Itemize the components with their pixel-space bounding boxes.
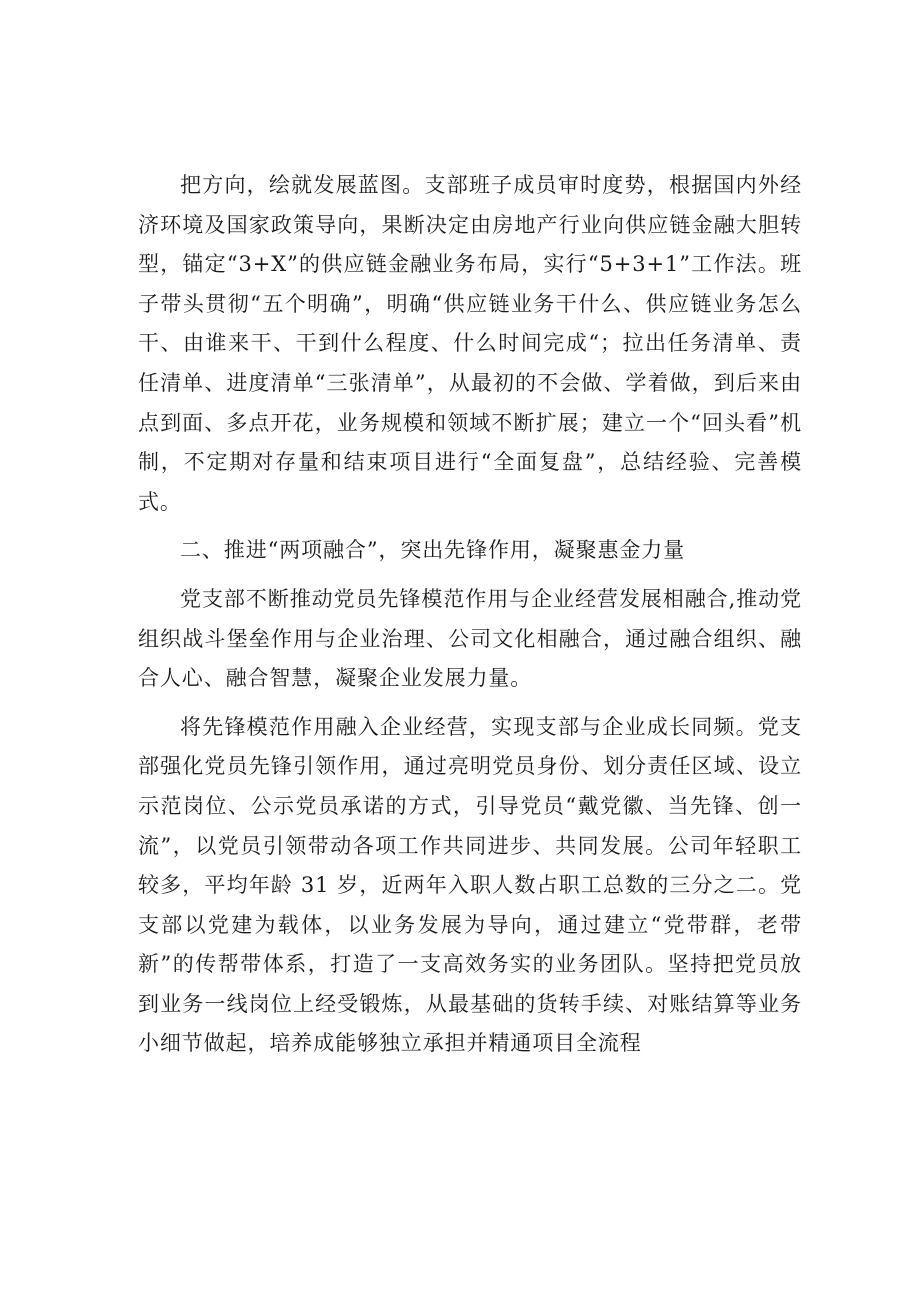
section-heading-two-integrations: 二、推进“两项融合”，突出先锋作用，凝聚惠金力量	[180, 538, 686, 563]
paragraph-direction-blueprint: 把方向，绘就发展蓝图。支部班子成员审时度势，根据国内外经济环境及国家政策导向，果断决定由房地产行业向供应链金融大胆转型，锚定“3+X”的供应链金融业务布局，实行“5+3+1”工作法。班子带头贯彻“五个明确”，明确“供应链业务干什么、供应链业务怎么干、由谁来干、干到什么程度、什么时间完成“；拉出任务清单、责任清单、进度清单“三张清单”，从最初的不会做、学着做，到后来由点到面、多点开花，业务规模和领域不断扩展；建立一个“回头看”机制，不定期对存量和结束项目进行“全面复盘”，总结经验、完善模式。	[138, 173, 802, 514]
document-page	[138, 166, 802, 1073]
paragraph-party-branch-integration: 党支部不断推动党员先锋模范作用与企业经营发展相融合,推动党组织战斗堡垒作用与企业治理、公司文化相融合，通过融合组织、融合人心、融合智慧，凝聚企业发展力量。	[138, 586, 802, 691]
paragraph-vanguard-role: 将先锋模范作用融入企业经营，实现支部与企业成长同频。党支部强化党员先锋引领作用，通过亮明党员身份、划分责任区域、设立示范岗位、公示党员承诺的方式，引导党员“戴党徽、当先锋、创一流”，以党员引领带动各项工作共同进步、共同发展。公司年轻职工较多，平均年龄 31 岁，近两年入职人数占职工总数的三分之二。党支部以党建为载体，以业务发展为导向，通过建立“党带群，老带新”的传帮带体系，打造了一支高效务实的业务团队。坚持把党员放到业务一线岗位上经受锻炼，从最基础的货转手续、对账结算等业务小细节做起，培养成能够独立承担并精通项目全流程	[138, 714, 802, 1056]
